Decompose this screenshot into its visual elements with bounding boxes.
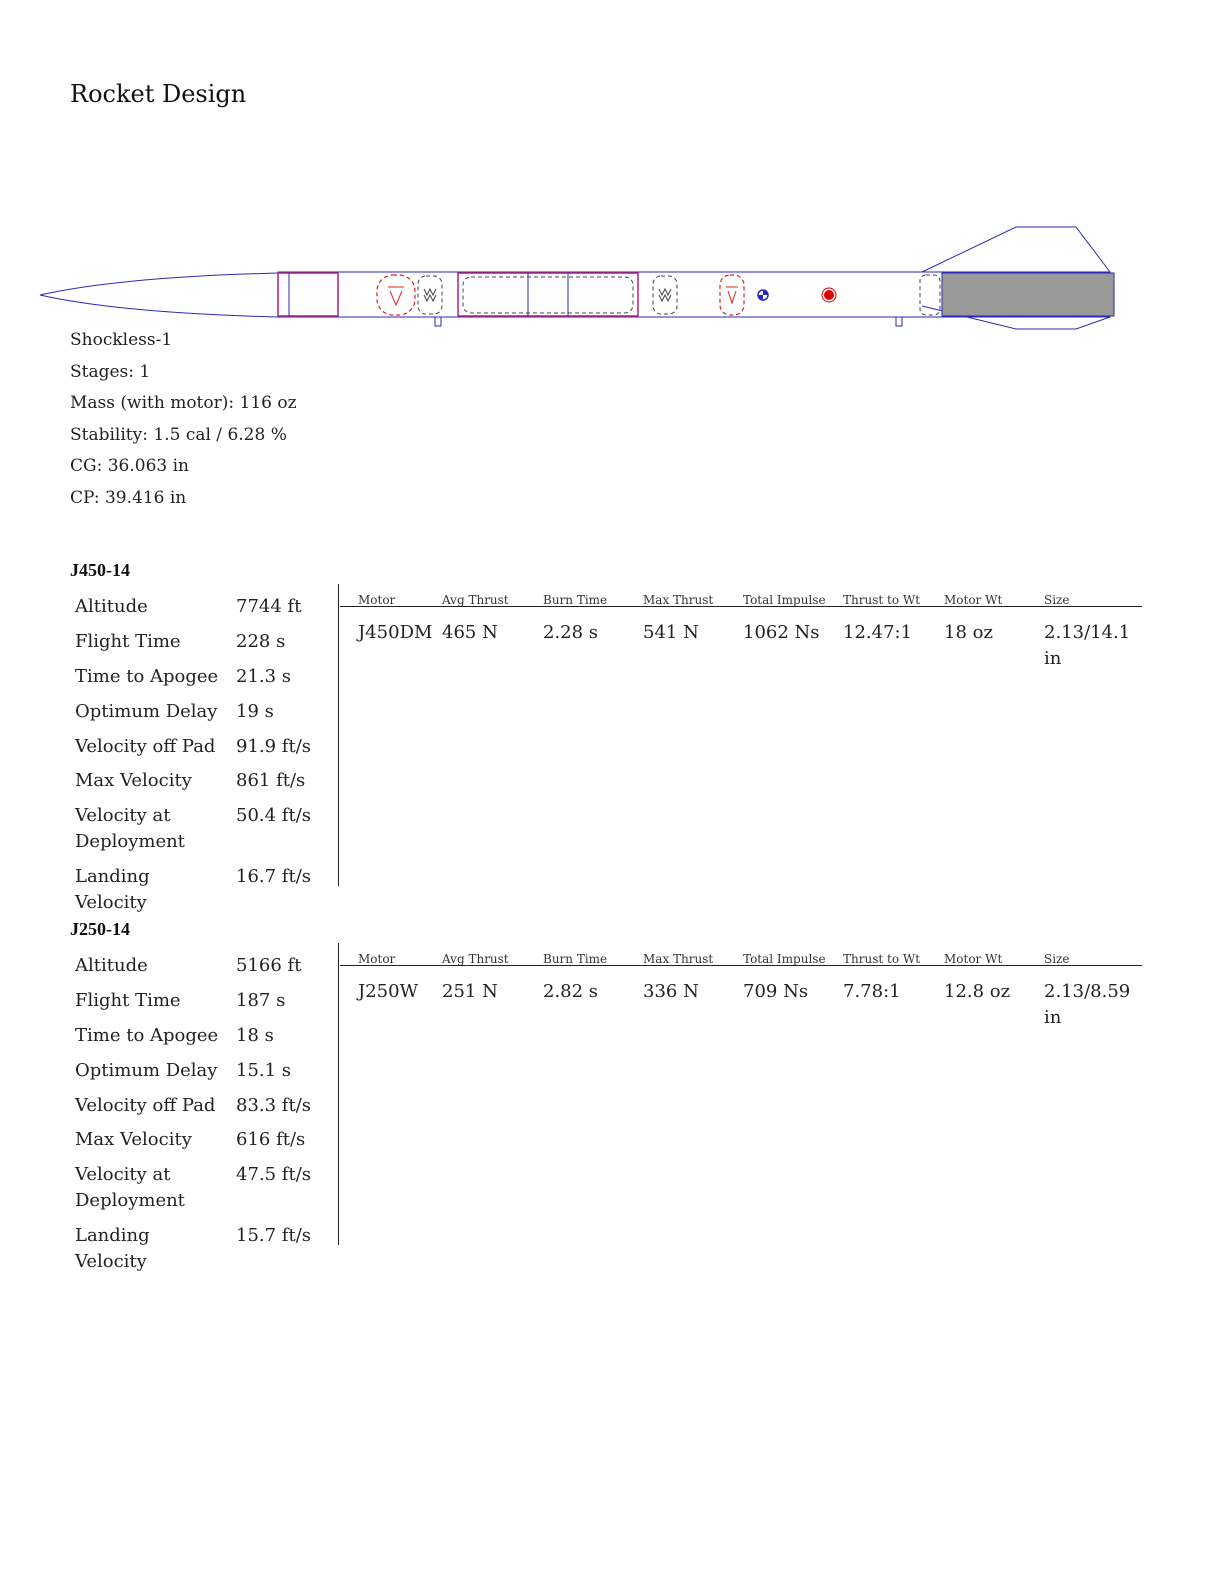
- table-header: Motor: [358, 952, 396, 966]
- stat-label: Flight Time: [75, 631, 181, 652]
- table-cell: J450DM: [358, 622, 433, 643]
- parachute-1: [377, 275, 415, 315]
- stat-value: 91.9 ft/s: [236, 736, 311, 757]
- rocket-diagram: [0, 205, 1224, 345]
- ebay-sled: [463, 277, 633, 313]
- stat-value: 616 ft/s: [236, 1129, 306, 1150]
- rocket-stability: Stability: 1.5 cal / 6.28 %: [70, 425, 287, 445]
- stat-value: 18 s: [236, 1025, 274, 1046]
- stat-value: 861 ft/s: [236, 770, 306, 791]
- table-header: Motor: [358, 593, 396, 607]
- table-header: Motor Wt: [944, 952, 1003, 966]
- stat-label: Velocity off Pad: [75, 736, 216, 757]
- table-header: Max Thrust: [643, 593, 714, 607]
- table-header: Total Impulse: [743, 952, 826, 966]
- table-cell: 7.78:1: [843, 981, 901, 1002]
- cp-marker: [822, 288, 836, 302]
- table-cell: 251 N: [442, 981, 498, 1002]
- rocket-name: Shockless-1: [70, 330, 173, 350]
- config-heading: J250-14: [70, 919, 130, 939]
- launch-lug: [896, 317, 902, 326]
- table-header: Thrust to Wt: [843, 952, 921, 966]
- rocket-stages: Stages: 1: [70, 362, 151, 382]
- table-header: Size: [1044, 593, 1070, 607]
- stat-label: Velocity at Deployment: [75, 805, 185, 852]
- stat-label: Max Velocity: [75, 1129, 192, 1150]
- stat-label: Max Velocity: [75, 770, 192, 791]
- table-header: Burn Time: [543, 952, 608, 966]
- table-header: Thrust to Wt: [843, 593, 921, 607]
- rocket-cg: CG: 36.063 in: [70, 456, 189, 476]
- launch-lug: [435, 317, 441, 326]
- stat-value: 187 s: [236, 990, 286, 1011]
- page-title: Rocket Design: [70, 80, 247, 108]
- stat-label: Time to Apogee: [75, 1025, 219, 1046]
- stat-label: Velocity at Deployment: [75, 1164, 185, 1211]
- config-heading: J450-14: [70, 560, 130, 580]
- stat-value: 15.7 ft/s: [236, 1225, 311, 1246]
- table-cell: J250W: [358, 981, 419, 1002]
- table-cell: 2.28 s: [543, 622, 599, 643]
- nose-cone: [40, 273, 278, 317]
- table-header: Max Thrust: [643, 952, 714, 966]
- table-cell: 12.47:1: [843, 622, 913, 643]
- table-header: Total Impulse: [743, 593, 826, 607]
- stat-label: Altitude: [75, 955, 148, 976]
- stat-label: Optimum Delay: [75, 701, 218, 722]
- table-cell: 709 Ns: [743, 981, 809, 1002]
- payload-bay: [458, 273, 638, 316]
- table-cell: 465 N: [442, 622, 498, 643]
- motor-mount-block: [920, 275, 940, 315]
- stat-label: Landing Velocity: [75, 866, 150, 913]
- cg-marker: [758, 290, 768, 300]
- header-rule: [340, 606, 1142, 607]
- table-cell: 2.13/14.1 in: [1044, 622, 1131, 669]
- table-header: Size: [1044, 952, 1070, 966]
- nose-shoulder: [278, 273, 338, 316]
- stat-label: Landing Velocity: [75, 1225, 150, 1272]
- stat-value: 5166 ft: [236, 955, 302, 976]
- stat-value: 21.3 s: [236, 666, 292, 687]
- stat-label: Optimum Delay: [75, 1060, 218, 1081]
- stat-value: 228 s: [236, 631, 286, 652]
- table-cell: 336 N: [643, 981, 699, 1002]
- stat-value: 83.3 ft/s: [236, 1095, 311, 1116]
- parachute-2: [720, 275, 744, 315]
- stat-label: Velocity off Pad: [75, 1095, 216, 1116]
- stat-value: 50.4 ft/s: [236, 805, 311, 826]
- column-divider: [338, 943, 339, 1245]
- stat-value: 15.1 s: [236, 1060, 292, 1081]
- table-header: Avg Thrust: [442, 952, 509, 966]
- motor-casing: [942, 273, 1114, 316]
- table-cell: 12.8 oz: [944, 981, 1011, 1002]
- table-header: Burn Time: [543, 593, 608, 607]
- table-cell: 18 oz: [944, 622, 993, 643]
- table-cell: 541 N: [643, 622, 699, 643]
- table-cell: 1062 Ns: [743, 622, 820, 643]
- header-rule: [340, 965, 1142, 966]
- stat-value: 47.5 ft/s: [236, 1164, 311, 1185]
- table-cell: 2.82 s: [543, 981, 599, 1002]
- upper-fin: [922, 227, 1110, 272]
- stat-label: Time to Apogee: [75, 666, 219, 687]
- table-cell: 2.13/8.59 in: [1044, 981, 1131, 1028]
- stat-label: Flight Time: [75, 990, 181, 1011]
- column-divider: [338, 584, 339, 886]
- stat-label: Altitude: [75, 596, 148, 617]
- stat-value: 19 s: [236, 701, 274, 722]
- table-header: Avg Thrust: [442, 593, 509, 607]
- stat-value: 16.7 ft/s: [236, 866, 311, 887]
- table-header: Motor Wt: [944, 593, 1003, 607]
- rocket-cp: CP: 39.416 in: [70, 488, 187, 508]
- stat-value: 7744 ft: [236, 596, 302, 617]
- rocket-mass: Mass (with motor): 116 oz: [70, 393, 297, 413]
